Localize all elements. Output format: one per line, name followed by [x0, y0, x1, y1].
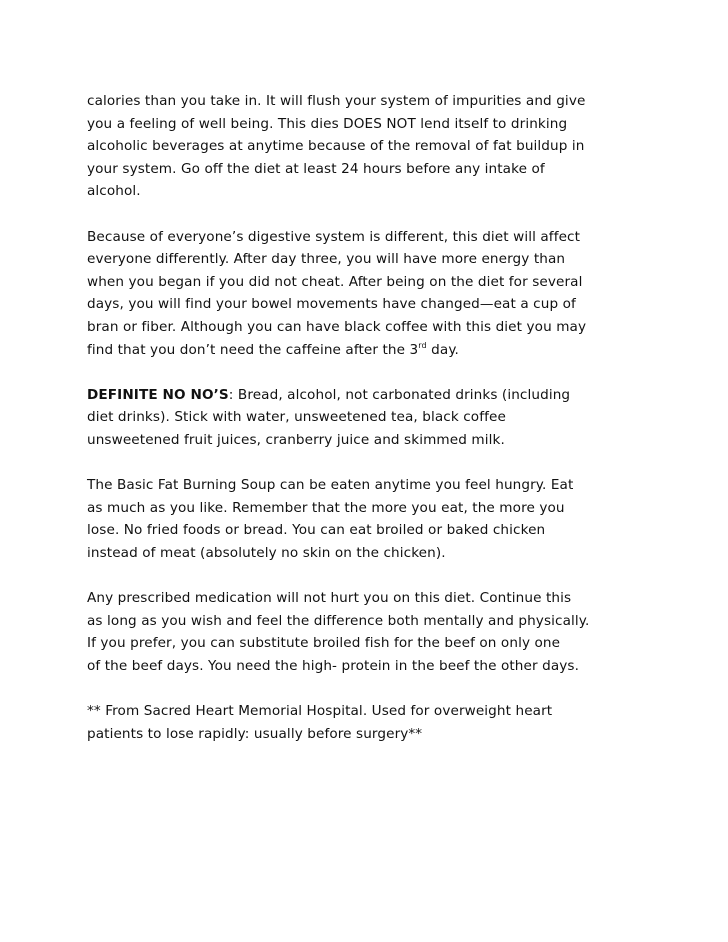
text-line: days, you will find your bowel movements have changed—eat a cup of — [87, 296, 576, 313]
paragraph-source-note — [87, 700, 655, 745]
text-line — [87, 339, 655, 362]
text-line: as long as you wish and feel the difference both mentally and physically. — [87, 612, 590, 629]
paragraph-alcohol-warning — [87, 90, 655, 203]
text-line: The Basic Fat Burning Soup can be eaten anytime you feel hungry. Eat — [87, 477, 574, 494]
text-line: as much as you like. Remember that the more you eat, the more you — [87, 499, 565, 516]
ordinal-superscript: rd — [418, 340, 427, 350]
text-line: bran or fiber. Although you can have black coffee with this diet you may — [87, 318, 587, 335]
text-line: patients to lose rapidly: usually before surgery** — [87, 725, 423, 742]
text-line: lose. No fried foods or bread. You can eat broiled or baked chicken — [87, 522, 546, 539]
text-line: of the beef days. You need the high- protein in the beef the other days. — [87, 657, 580, 674]
document-body — [87, 90, 655, 768]
paragraph-fat-burning-soup — [87, 474, 655, 564]
section-heading: DEFINITE NO NO’S — [87, 386, 229, 403]
text-line: you a feeling of well being. This dies DOES NOT lend itself to drinking — [87, 115, 568, 132]
text-line: when you began if you did not cheat. After being on the diet for several — [87, 273, 583, 290]
text-line: calories than you take in. It will flush your system of impurities and give — [87, 93, 586, 109]
text-line: Any prescribed medication will not hurt you on this diet. Continue this — [87, 590, 572, 607]
text-line: Because of everyone’s digestive system is different, this diet will affect — [87, 228, 581, 245]
text-fragment: find that you don’t need the caffeine after the 3 — [87, 341, 419, 358]
text-line: unsweetened fruit juices, cranberry juice and skimmed milk. — [87, 431, 505, 448]
text-fragment: day. — [426, 341, 459, 358]
text-line: ** From Sacred Heart Memorial Hospital. Used for overweight heart — [87, 703, 553, 720]
text-line — [87, 384, 655, 407]
text-line: If you prefer, you can substitute broiled fish for the beef on only one — [87, 635, 561, 652]
text-line: alcohol. — [87, 183, 141, 200]
paragraph-medication — [87, 587, 655, 677]
text-line: alcoholic beverages at anytime because of the removal of fat buildup in — [87, 138, 585, 155]
text-line: everyone differently. After day three, you will have more energy than — [87, 251, 566, 268]
text-fragment: : Bread, alcohol, not carbonated drinks (including — [228, 386, 571, 403]
text-line: diet drinks). Stick with water, unsweetened tea, black coffee — [87, 409, 506, 426]
paragraph-digestive-system — [87, 226, 655, 362]
text-line: instead of meat (absolutely no skin on the chicken). — [87, 544, 446, 561]
text-line: your system. Go off the diet at least 24 hours before any intake of — [87, 160, 545, 177]
paragraph-definite-no-nos — [87, 384, 655, 452]
